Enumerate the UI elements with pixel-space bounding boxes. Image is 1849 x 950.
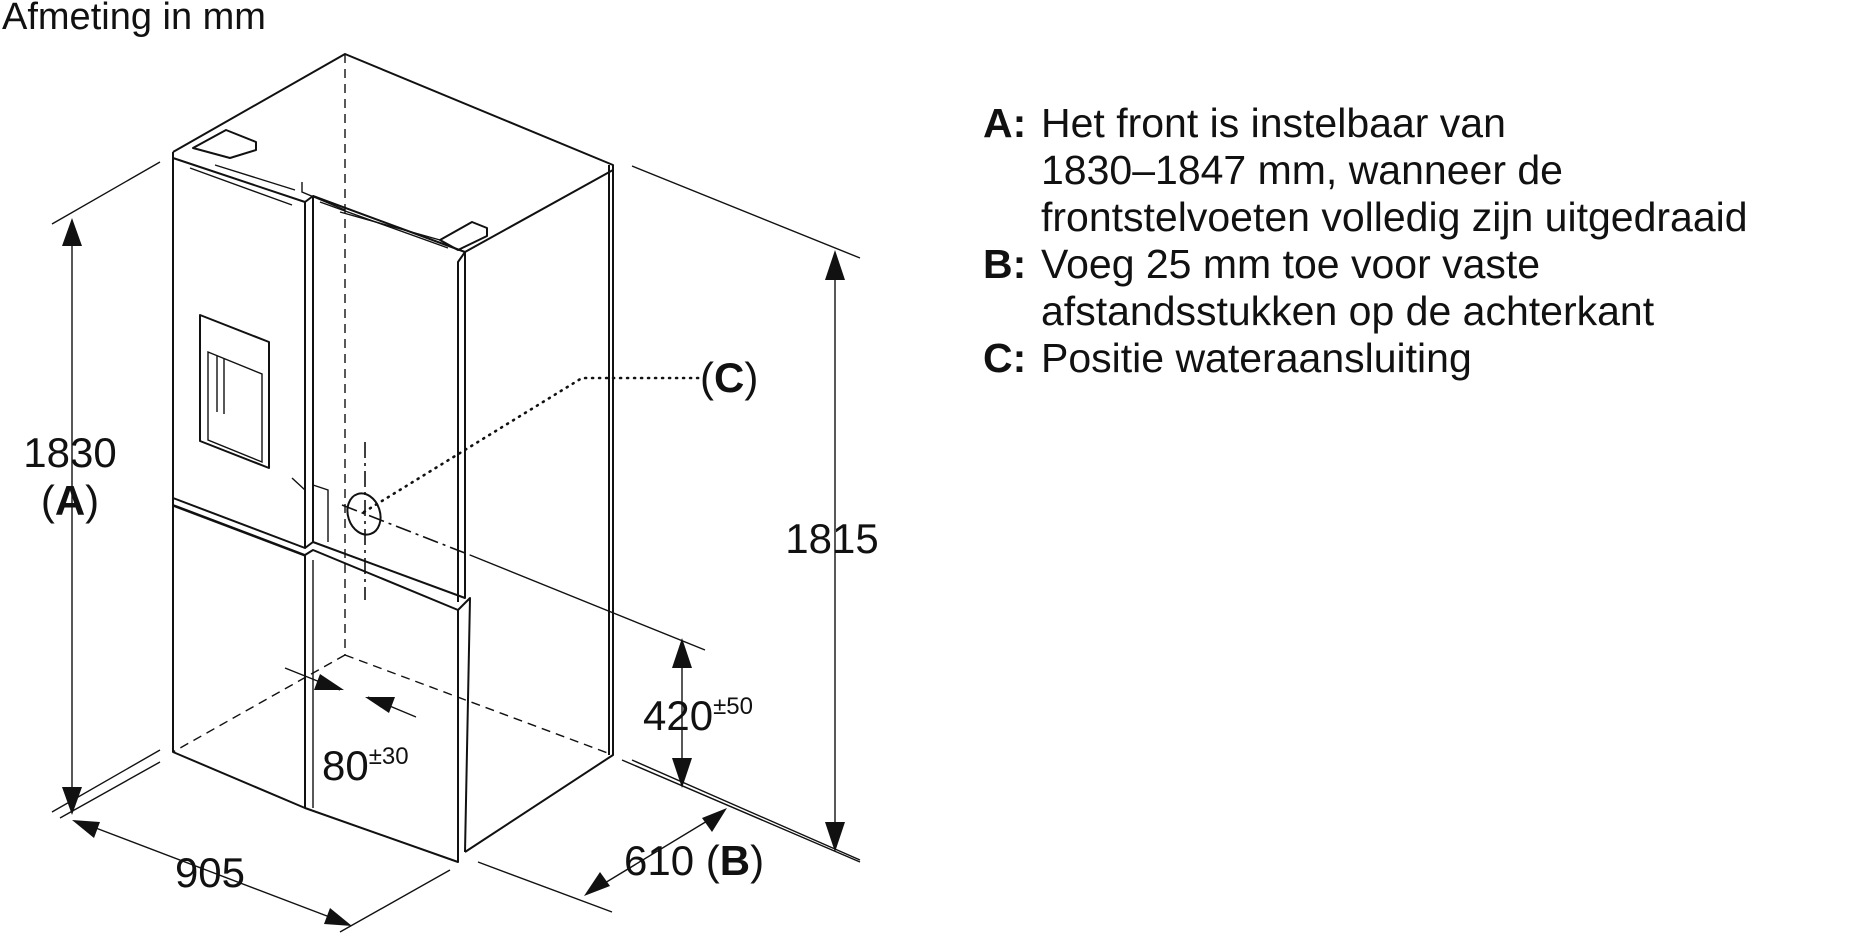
- label-height-front-ref: (A): [40, 477, 100, 524]
- label-water-ref: (C): [700, 354, 759, 401]
- dimension-depth: [478, 760, 860, 912]
- door-hinges: [193, 130, 487, 250]
- legend-key: C:: [983, 335, 1027, 381]
- depth-value: 610: [624, 837, 695, 884]
- legend-text: Positie wateraansluiting: [1041, 335, 1472, 381]
- dimension-water-height: [470, 555, 705, 788]
- legend: [983, 100, 1748, 382]
- water-offset-value: 80: [322, 742, 369, 789]
- left-upper-door: [173, 158, 313, 548]
- dimension-height-side: [632, 166, 860, 860]
- ref-c: C: [714, 354, 745, 401]
- legend-key: B:: [983, 241, 1027, 287]
- label-height-front: 1830: [23, 429, 117, 476]
- water-height-tol: ±50: [713, 693, 753, 720]
- water-height-value: 420: [643, 692, 714, 739]
- label-water-height: [643, 692, 753, 739]
- water-connection-marker: [342, 378, 700, 600]
- legend-text: Voeg 25 mm toe voor vaste afstandsstukken op de achterkant: [1041, 241, 1655, 334]
- water-dispenser: [200, 315, 269, 468]
- legend-item-a: [983, 100, 1748, 241]
- label-width: 905: [174, 849, 246, 896]
- water-offset-tol: ±30: [368, 743, 409, 770]
- label-height-side: 1815: [785, 515, 879, 562]
- label-depth: 610 (B): [624, 837, 765, 884]
- legend-key: A:: [983, 100, 1027, 146]
- ref-b: B: [719, 837, 751, 884]
- ref-a: A: [54, 477, 86, 524]
- legend-item-b: [983, 241, 1748, 335]
- right-upper-door: [313, 196, 465, 602]
- legend-text: Het front is instelbaar van 1830–1847 mm, wanneer de frontstelvoeten volledig zijn uitgedraaid: [1041, 100, 1748, 240]
- page-title: Afmeting in mm: [2, 0, 266, 38]
- legend-item-c: [983, 335, 1748, 382]
- label-water-offset: [322, 742, 409, 789]
